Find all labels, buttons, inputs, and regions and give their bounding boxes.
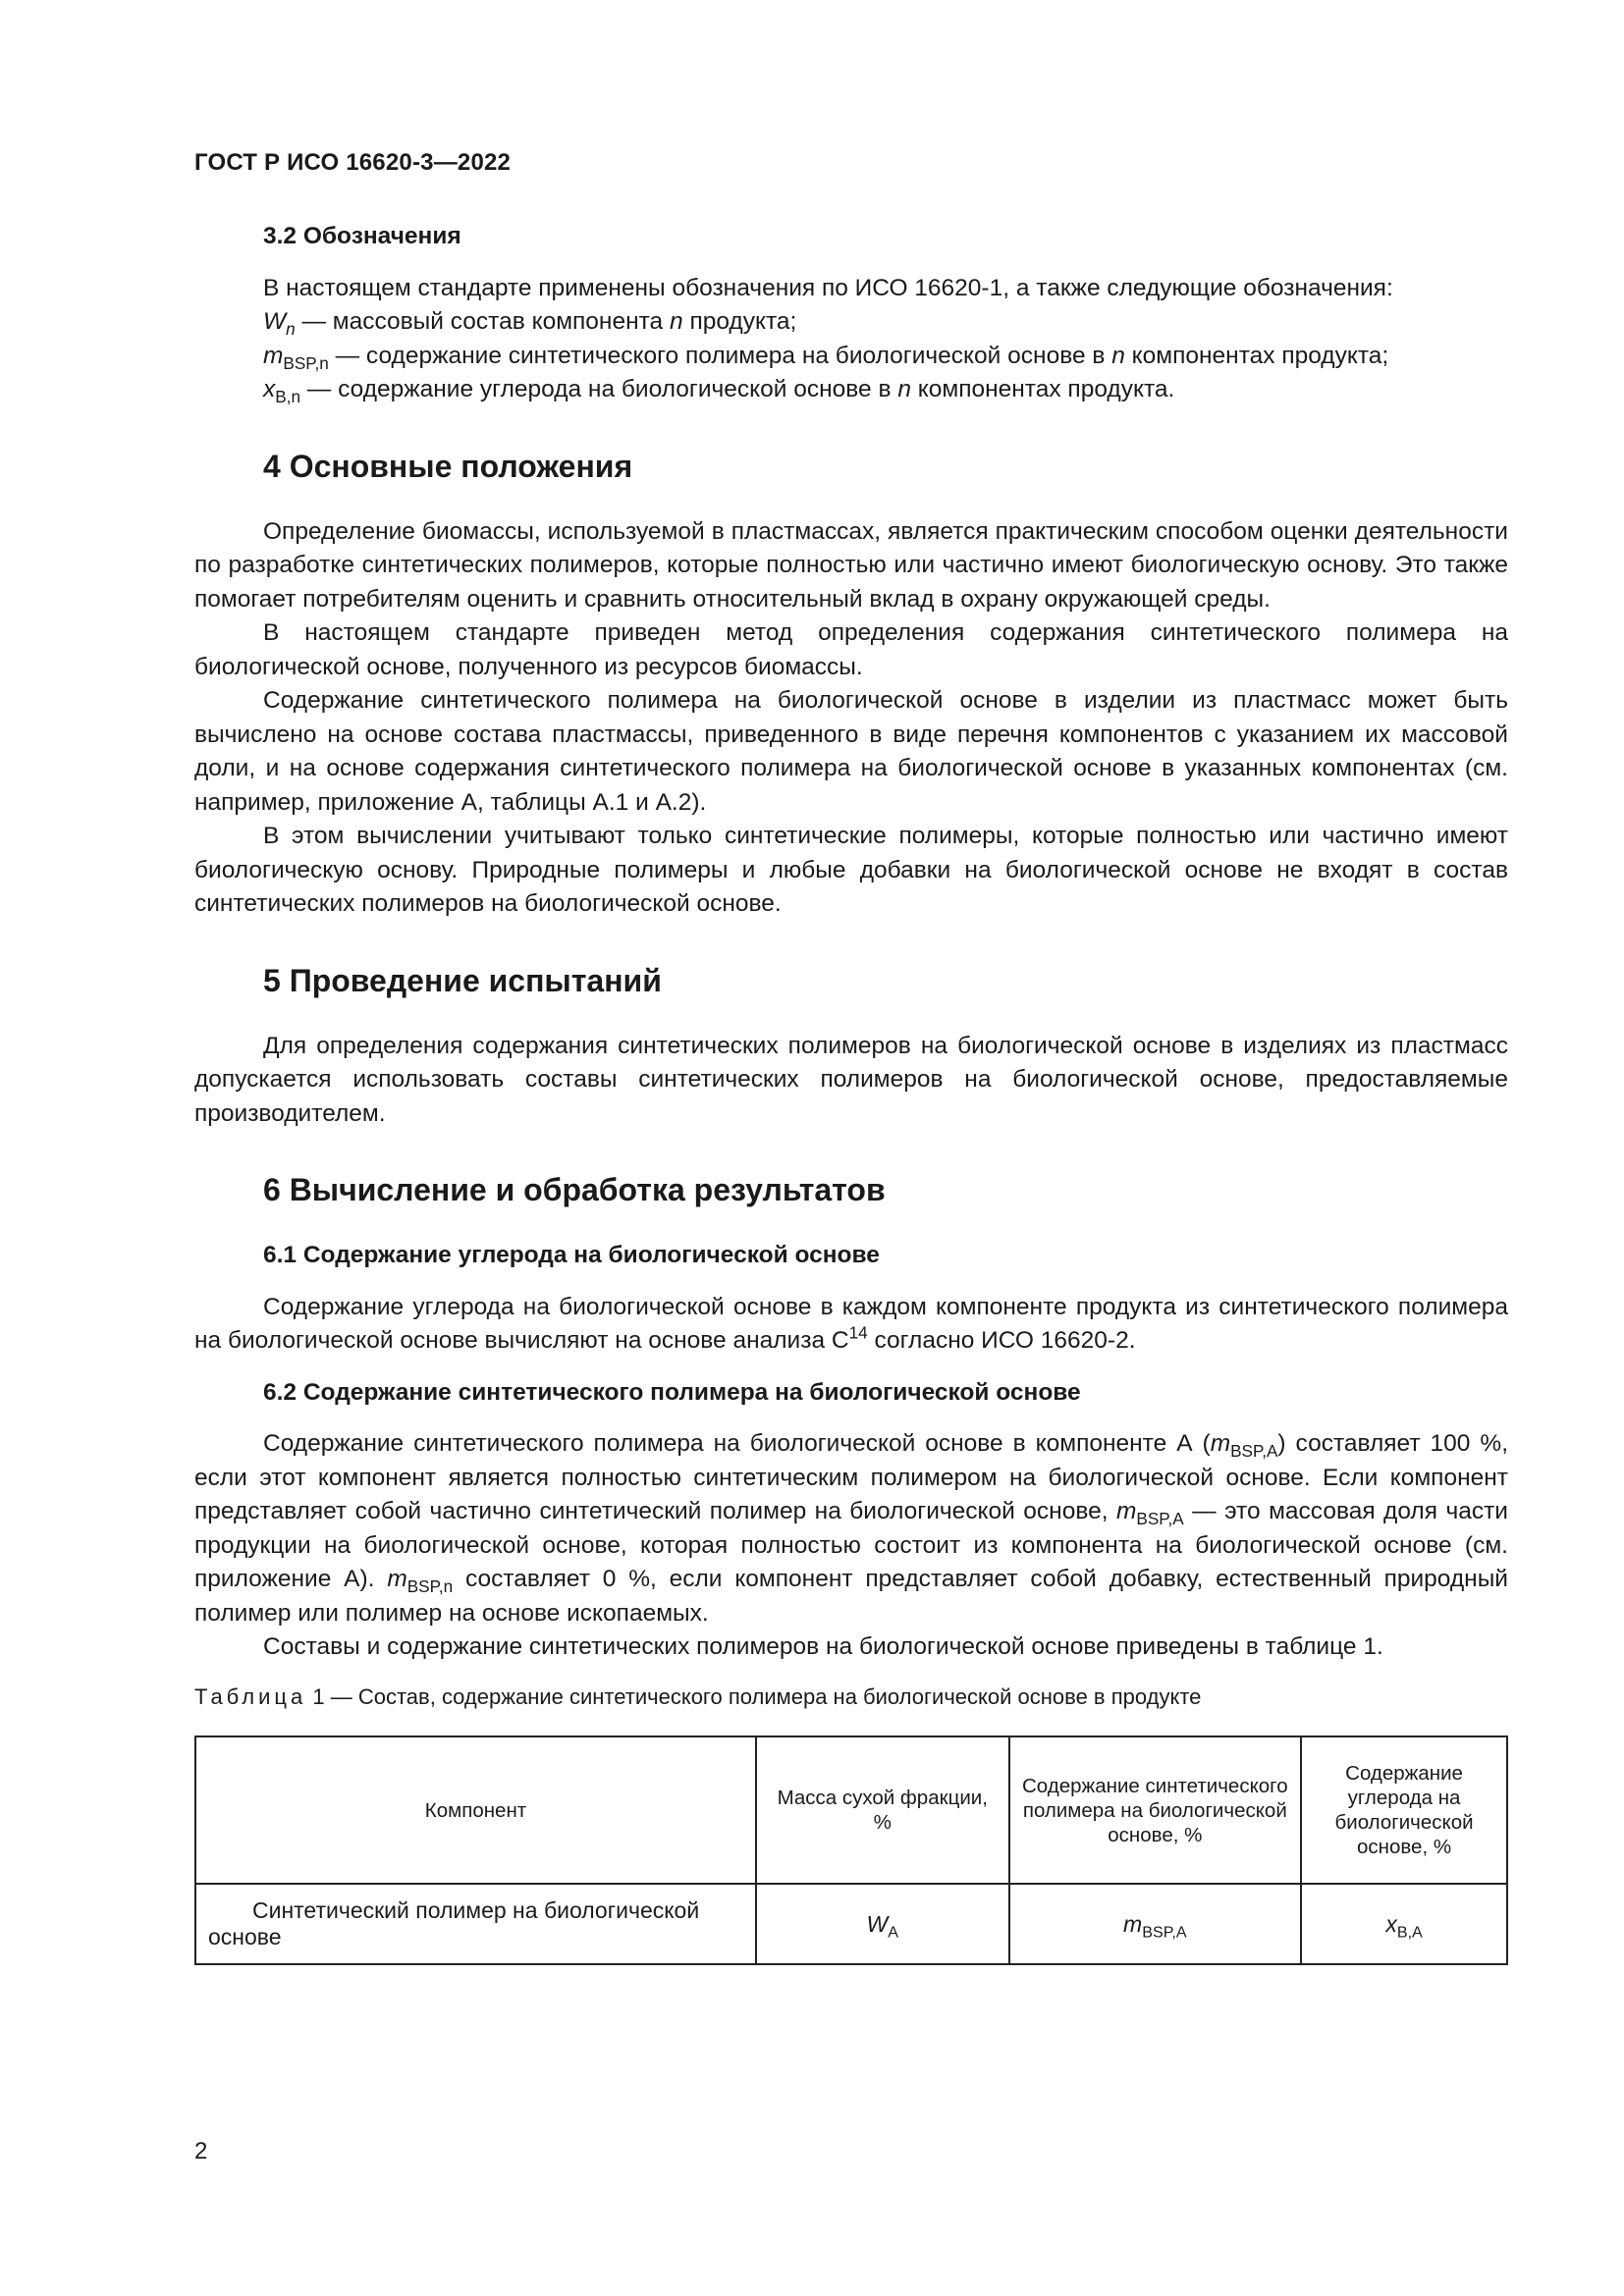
section-6-1-title: 6.1 Содержание углерода на биологической основе (263, 1242, 880, 1268)
section-5-paragraph-1: Для определения содержания синтетических полимеров на биологической основе в изделиях из пластмасс допускается использовать составы синтетических полимеров на биологической основе, предоставляемые производителем. (194, 1032, 1508, 1127)
header-dry-mass: Масса сухой фракции, % (756, 1736, 1009, 1884)
section-4-paragraph-4: В этом вычислении учитывают только синтетические полимеры, которые полностью или частично имеют биологическую основу. Природные полимеры и любые добавки на биологической основе не входят в состав синтетических полимеров на биологической основе. (194, 823, 1508, 917)
cell-component: Синтетический полимер на биологической основе (195, 1884, 756, 1964)
table-1 (194, 1735, 1508, 1965)
section-4-paragraph-1: Определение биомассы, используемой в пластмассах, является практическим способом оценки деятельности по разработке синтетических полимеров, которые полностью или частично имеют биологическую основу. Это также помогает потребителям оценить и сравнить относительный вклад в охрану окружающей среды. (194, 517, 1508, 613)
cell-polymer-content: $m_{BSP,A}$ (1009, 1884, 1302, 1964)
section-4-paragraph-3: Содержание синтетического полимера на биологической основе в изделии из пластмасс может быть вычислено на основе состава пластмассы, приведенного в виде перечня компонентов с указанием их массовой доли, и на основе содержания синтетического полимера на биологической основе в указанных компонентах (см. например, приложение А, таблицы А.1 и А.2). (194, 687, 1508, 816)
header-biobased-carbon-content: Содержание углерода на биологической основе, % (1301, 1736, 1507, 1884)
section-6-title: 6 Вычисление и обработка результатов (263, 1172, 886, 1207)
symbol-m-bsp-n: $m_{BSP,n}$ — содержание синтетического полимера на биологической основе в n компонентах продукта; (263, 342, 1389, 373)
section-4-title: 4 Основные положения (263, 448, 633, 484)
document-body (194, 220, 1508, 1965)
section-6-2-paragraph-1: Содержание синтетического полимера на биологической основе в компоненте А $(m_{BSP,A})$ составляет 100 %, если этот компонент является полностью синтетическим полимером на биологической основе. Если компонент представляет собой частично синтетический полимер на биологической основе, $m_{BSP,A}$ — это массовая доля части продукции на биологической основе, которая полностью состоит из компонента на биологической основе (см. приложение А). $m_{BSP,n}$ составляет 0 %, если компонент представляет собой добавку, естественный природный полимер или полимер на основе ископаемых. (194, 1430, 1508, 1627)
table-row (195, 1884, 1507, 1964)
header-component: Компонент (195, 1736, 756, 1884)
table-1-caption: Таблица 1 — Состав, содержание синтетического полимера на биологической основе в продукте (194, 1683, 1202, 1709)
section-3-2-title: 3.2 Обозначения (263, 223, 461, 249)
section-3-2-intro: В настоящем стандарте применены обозначения по ИСО 16620-1, а также следующие обозначения: (263, 274, 1393, 301)
section-4-paragraph-2: В настоящем стандарте приведен метод определения содержания синтетического полимера на биологической основе, полученного из ресурсов биомассы. (194, 619, 1508, 680)
section-6-2-title: 6.2 Содержание синтетического полимера на биологической основе (263, 1378, 1081, 1406)
symbol-w-n: $W_n$ — массовый состав компонента n продукта; (263, 308, 797, 339)
section-5-title: 5 Проведение испытаний (263, 962, 662, 998)
document-header: ГОСТ Р ИСО 16620-3—2022 (194, 149, 512, 176)
header-biobased-polymer-content: Содержание синтетического полимера на биологической основе, % (1009, 1736, 1302, 1884)
page-number: 2 (194, 2138, 208, 2164)
cell-mass: $W_A$ (756, 1884, 1009, 1964)
section-6-1-paragraph: Содержание углерода на биологической основе в каждом компоненте продукта из синтетического полимера на биологической основе вычисляют на основе анализа $C^{14}$ согласно ИСО 16620-2. (194, 1293, 1508, 1354)
table-header-row (195, 1736, 1507, 1884)
section-6-2-paragraph-2: Составы и содержание синтетических полимеров на биологической основе приведены в таблице 1. (263, 1633, 1383, 1660)
symbol-x-b-n: $x_{B,n}$ — содержание углерода на биологической основе в n компонентах продукта. (263, 376, 1175, 406)
cell-carbon-content: $x_{B,A}$ (1301, 1884, 1507, 1964)
